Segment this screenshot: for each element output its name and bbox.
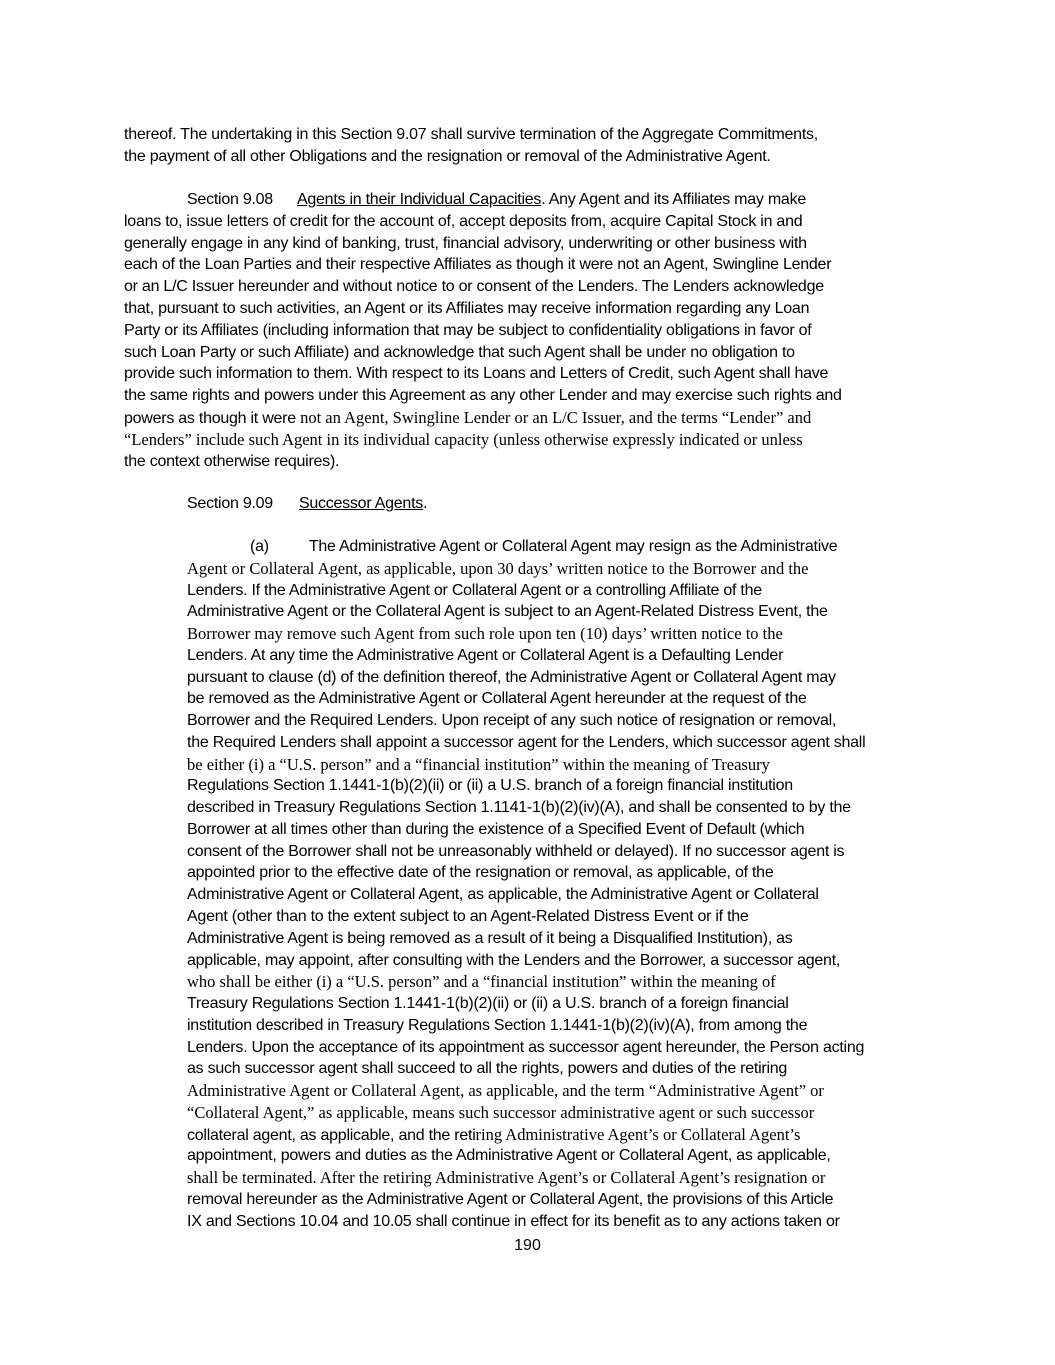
text-line: removal hereunder as the Administrative Agent or Collateral Agent, the provisions of this Article: [187, 1191, 834, 1208]
text-line: as such successor agent shall succeed to all the rights, powers and duties of the retiring: [187, 1060, 788, 1077]
page-number: 190: [514, 1237, 541, 1254]
text-line: the Required Lenders shall appoint a successor agent for the Lenders, which successor agent shall: [187, 734, 866, 751]
text-line: Party or its Affiliates (including information that may be subject to confidentiality obligations in favor of: [124, 322, 812, 339]
text-line: Administrative Agent is being removed as a result of it being a Disqualified Institution), as: [187, 930, 793, 947]
text-line: the payment of all other Obligations and the resignation or removal of the Administrative Agent.: [124, 148, 771, 165]
text-line: loans to, issue letters of credit for the account of, accept deposits from, acquire Capital Stock in and: [124, 213, 803, 230]
section-number: Section 9.09: [187, 495, 273, 512]
text-run: powers as though it were: [124, 410, 301, 427]
text-line: Borrower at all times other than during the existence of a Specified Event of Default (which: [187, 821, 805, 838]
text-line: shall be terminated. After the retiring Administrative Agent’s or Collateral Agent’s resignation or: [187, 1168, 826, 1187]
text-run: ring Administrative Agent’s or Collateral Agent’s: [475, 1125, 801, 1144]
text-line: Lenders. Upon the acceptance of its appointment as successor agent hereunder, the Person acting: [187, 1039, 865, 1056]
text-line: provide such information to them. With respect to its Loans and Letters of Credit, such Agent shall have: [124, 365, 829, 382]
text-line: each of the Loan Parties and their respective Affiliates as though it were not an Agent, Swingline Lender: [124, 256, 832, 273]
text-line: “Collateral Agent,” as applicable, means such successor administrative agent or such successor: [187, 1103, 815, 1122]
text-line: that, pursuant to such activities, an Agent or its Affiliates may receive information regarding any Loan: [124, 300, 810, 317]
text-line: such Loan Party or such Affiliate) and acknowledge that such Agent shall be under no obligation to: [124, 344, 795, 361]
text-line: Agent (other than to the extent subject to an Agent-Related Distress Event or if the: [187, 908, 749, 925]
text-line: the context otherwise requires).: [124, 453, 340, 470]
clause-heading-line: [250, 536, 837, 558]
text-line: Agent or Collateral Agent, as applicable, upon 30 days’ written notice to the Borrower and the: [187, 559, 809, 578]
text-run: .: [423, 495, 428, 512]
text-line: [124, 407, 811, 430]
text-line: generally engage in any kind of banking, trust, financial advisory, underwriting or other business with: [124, 235, 807, 252]
text-line: IX and Sections 10.04 and 10.05 shall continue in effect for its benefit as to any actions taken or: [187, 1213, 840, 1230]
clause-label: (a): [250, 538, 269, 555]
text-line: Lenders. If the Administrative Agent or Collateral Agent or a controlling Affiliate of the: [187, 582, 762, 599]
text-line: Administrative Agent or the Collateral Agent is subject to an Agent-Related Distress Event, the: [187, 603, 828, 620]
text-line: be either (i) a “U.S. person” and a “financial institution” within the meaning of Treasury: [187, 755, 770, 774]
text-line: appointment, powers and duties as the Administrative Agent or Collateral Agent, as applicable,: [187, 1147, 831, 1164]
text-line: Administrative Agent or Collateral Agent, as applicable, the Administrative Agent or Collateral: [187, 886, 819, 903]
text-line: [187, 1124, 800, 1147]
text-line: Regulations Section 1.1441-1(b)(2)(ii) or (ii) a U.S. branch of a foreign financial institution: [187, 777, 793, 794]
text-line: appointed prior to the effective date of the resignation or removal, as applicable, of the: [187, 864, 774, 881]
text-line: Borrower and the Required Lenders. Upon receipt of any such notice of resignation or removal,: [187, 712, 837, 729]
section-heading-line: [187, 189, 806, 211]
text-run: collateral agent, as applicable, and the reti: [187, 1127, 476, 1144]
section-heading-line: [187, 493, 427, 515]
section-title: Agents in their Individual Capacities: [296, 191, 542, 208]
text-run: . Any Agent and its Affiliates may make: [541, 191, 806, 208]
text-line: Borrower may remove such Agent from such role upon ten (10) days’ written notice to the: [187, 624, 783, 643]
text-line: pursuant to clause (d) of the definition thereof, the Administrative Agent or Collateral Agent may: [187, 669, 836, 686]
text-line: Administrative Agent or Collateral Agent, as applicable, and the term “Administrative Agent” or: [187, 1081, 824, 1100]
text-line: the same rights and powers under this Agreement as any other Lender and may exercise such rights and: [124, 387, 842, 404]
text-line: who shall be either (i) a “U.S. person” and a “financial institution” within the meaning of: [187, 972, 776, 991]
text-line: institution described in Treasury Regulations Section 1.1441-1(b)(2)(iv)(A), from among the: [187, 1017, 808, 1034]
text-line: Lenders. At any time the Administrative Agent or Collateral Agent is a Defaulting Lender: [187, 647, 784, 664]
text-run: The Administrative Agent or Collateral Agent may resign as the Administrative: [308, 538, 838, 555]
section-title: Successor Agents: [298, 495, 424, 512]
section-number: Section 9.08: [187, 191, 273, 208]
text-line: applicable, may appoint, after consulting with the Lenders and the Borrower, a successor agent,: [187, 952, 841, 969]
text-line: be removed as the Administrative Agent or Collateral Agent hereunder at the request of the: [187, 690, 807, 707]
text-line: described in Treasury Regulations Section 1.1141-1(b)(2)(iv)(A), and shall be consented to by the: [187, 799, 851, 816]
text-line: “Lenders” include such Agent in its individual capacity (unless otherwise expressly indicated or unless: [124, 430, 803, 449]
text-run: not an Agent, Swingline Lender or an L/C Issuer, and the terms “Lender” and: [300, 408, 812, 427]
text-line: Treasury Regulations Section 1.1441-1(b)(2)(ii) or (ii) a U.S. branch of a foreign financial: [187, 995, 789, 1012]
text-line: consent of the Borrower shall not be unreasonably withheld or delayed). If no successor agent is: [187, 843, 845, 860]
text-line: or an L/C Issuer hereunder and without notice to or consent of the Lenders. The Lenders acknowledge: [124, 278, 824, 295]
text-line: thereof. The undertaking in this Section 9.07 shall survive termination of the Aggregate Commitments,: [124, 126, 818, 143]
